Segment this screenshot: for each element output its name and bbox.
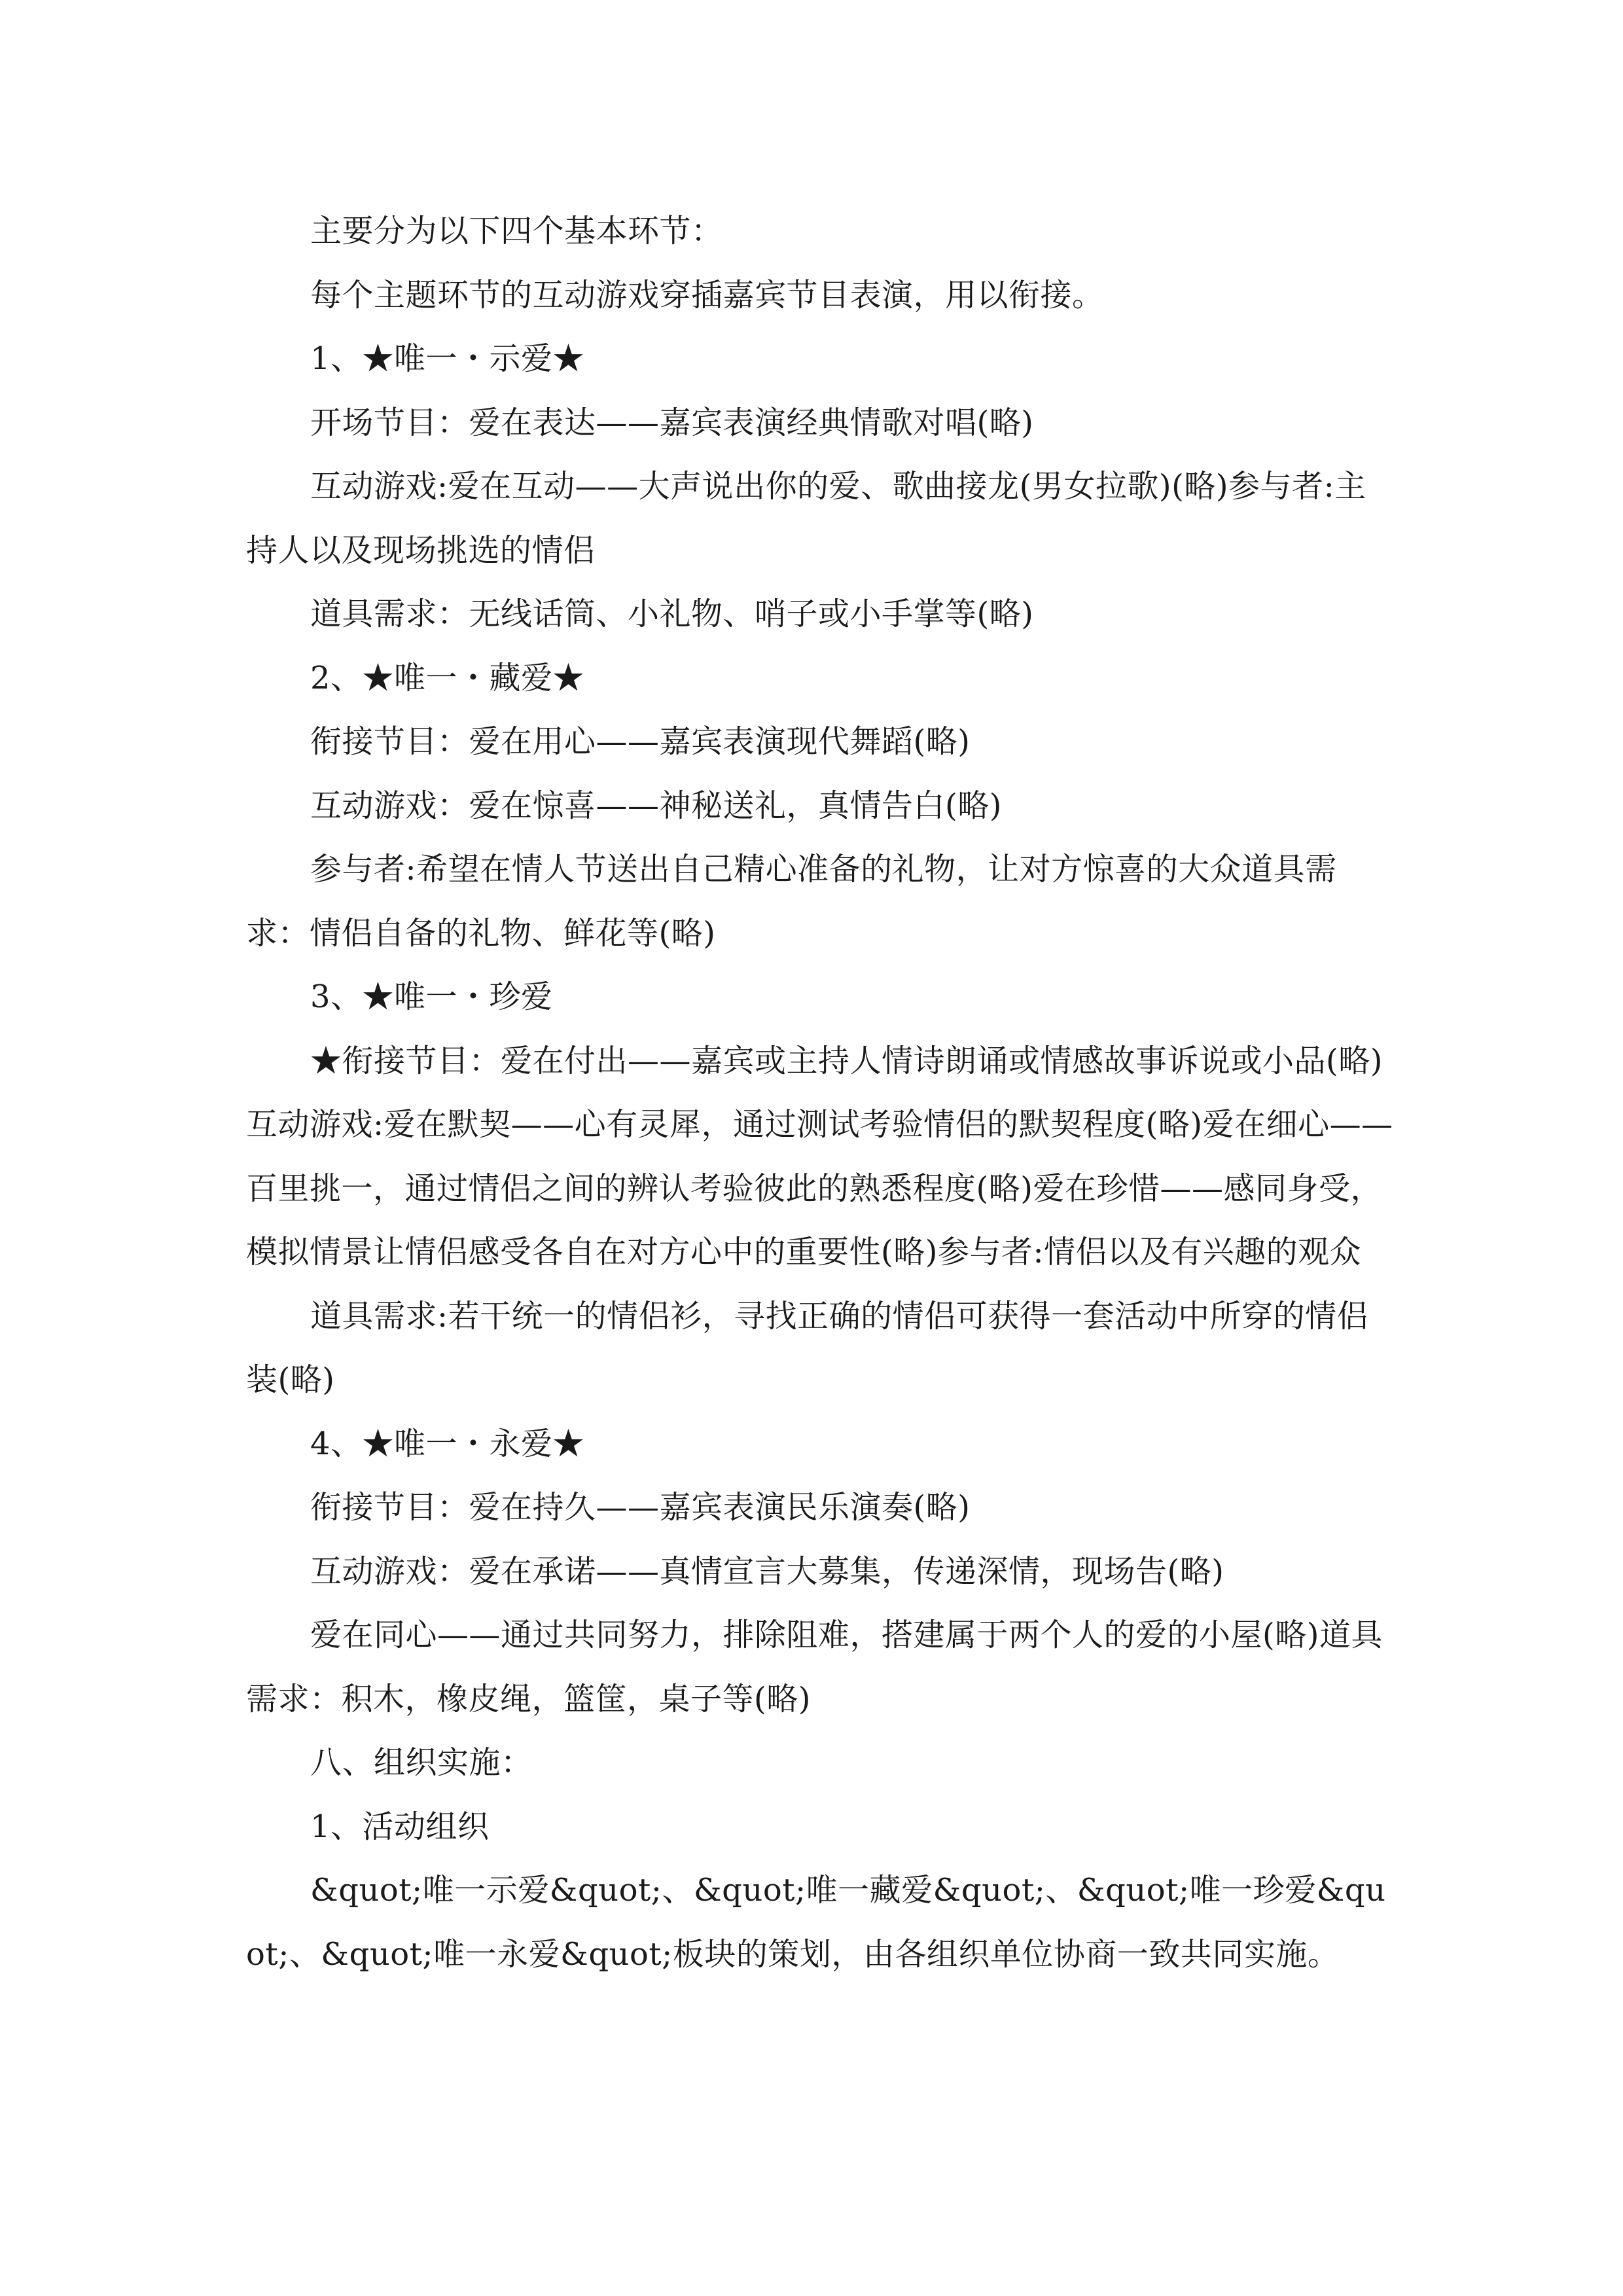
paragraph-intro-sections: 主要分为以下四个基本环节： (310, 213, 723, 249)
section-heading-4: 4、★唯一・永爱★ (310, 1425, 585, 1462)
paragraph-participants-2: 参与者:希望在情人节送出自己精心准备的礼物，让对方惊喜的大众道具需求：情侣自备的礼物、鲜花等(略) (246, 851, 1337, 952)
section-heading-organization: 八、组织实施： (310, 1744, 533, 1781)
paragraph-intro-games: 每个主题环节的互动游戏穿插嘉宾节目表演，用以衔接。 (310, 276, 1104, 314)
paragraph-transition-program-2: 衔接节目：爱在用心——嘉宾表演现代舞蹈(略) (310, 723, 971, 760)
paragraph-organization-details: &quot;唯一示爱&quot;、&quot;唯一藏爱&quot;、&quot;唯一珍爱&quot;、&quot;唯一永爱&quot;板块的策划，由各组织单位协商一致共同实施。 (246, 1872, 1386, 1973)
paragraph-interactive-game-2: 互动游戏：爱在惊喜——神秘送礼，真情告白(略) (310, 787, 1002, 824)
paragraph-interactive-game-1: 互动游戏:爱在互动——大声说出你的爱、歌曲接龙(男女拉歌)(略)参与者:主持人以及现场挑选的情侣 (246, 468, 1366, 569)
section-heading-1: 1、★唯一・示爱★ (310, 340, 585, 377)
paragraph-interactive-game-4: 互动游戏：爱在承诺——真情宣言大募集，传递深情，现场告(略) (310, 1552, 1224, 1590)
paragraph-together-game: 爱在同心——通过共同努力，排除阻难，搭建属于两个人的爱的小屋(略)道具需求：积木，橡皮绳，篮筐，桌子等(略) (246, 1617, 1383, 1717)
paragraph-transition-program-3: ★衔接节目：爱在付出——嘉宾或主持人情诗朗诵或情感故事诉说或小品(略)互动游戏:爱在默契——心有灵犀，通过测试考验情侣的默契程度(略)爱在细心——百里挑一，通过情侣之间的辨认考验彼此的熟悉程度(略)爱在珍惜——感同身受，模拟情景让情侣感受各自在对方心中的重要性(略)参与者:情侣以及有兴趣的观众 (246, 1042, 1393, 1270)
document-body (246, 200, 1398, 1986)
paragraph-transition-program-4: 衔接节目：爱在持久——嘉宾表演民乐演奏(略) (310, 1489, 971, 1526)
subsection-heading-activity-organization: 1、活动组织 (310, 1808, 490, 1845)
section-heading-3: 3、★唯一・珍爱 (310, 978, 553, 1015)
paragraph-props-1: 道具需求：无线话筒、小礼物、哨子或小手掌等(略) (310, 596, 1034, 632)
paragraph-opening-program: 开场节目：爱在表达——嘉宾表演经典情歌对唱(略) (310, 404, 1034, 441)
paragraph-props-3: 道具需求:若干统一的情侣衫，寻找正确的情侣可获得一套活动中所穿的情侣装(略) (246, 1297, 1369, 1398)
section-heading-2: 2、★唯一・藏爱★ (310, 659, 585, 696)
